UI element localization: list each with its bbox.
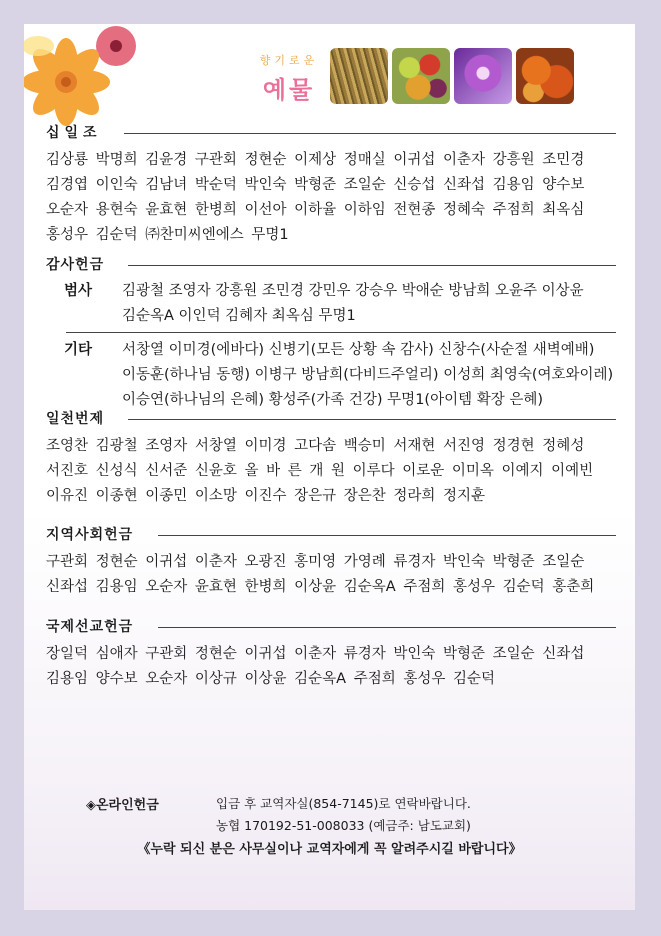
section-title: 십일조	[46, 125, 102, 141]
divider	[158, 627, 616, 628]
list-item: 홍성우 김순덕 ㈜찬미씨엔에스 무명1	[46, 227, 289, 243]
list-item: 구관회 정현순 이귀섭 이춘자 오광진 홍미영 가영례 류경자 박인숙 박형준 조일순	[46, 554, 585, 570]
list-item: 오순자 용현숙 윤효현 한병희 이선아 이하율 이하임 전현종 정혜숙 주점희 최옥심	[46, 202, 585, 218]
section-thanksgiving	[46, 254, 635, 408]
online-offering-label: ◈온라인헌금	[86, 798, 159, 813]
list-item: 김상룡 박명희 김윤경 구관회 정현순 이제상 정매실 이귀섭 이춘자 강흥원 조민경	[46, 152, 585, 168]
name-list	[46, 148, 635, 248]
notice-text: 《누락 되신 분은 사무실이나 교역자에게 꼭 알려주시길 바랍니다》	[137, 842, 522, 857]
name-list	[46, 434, 635, 509]
list-item: 이동훈(하나님 동행) 이병구 방남희(다비드주얼리) 이성희 최영숙(여호와이레)	[122, 367, 614, 383]
divider	[128, 419, 616, 420]
name-list	[46, 642, 635, 692]
wheat-photo-icon	[330, 48, 388, 104]
list-item: 장일덕 심애자 구관회 정현순 이귀섭 이춘자 류경자 박인숙 박형준 조일순 신좌섭	[46, 646, 585, 662]
sub-label-gita: 기타	[64, 342, 93, 358]
section-title: 일천번제	[46, 411, 105, 427]
offering-bulletin-page	[24, 24, 635, 910]
name-list	[122, 338, 622, 413]
divider	[124, 133, 616, 134]
section-title: 지역사회헌금	[46, 527, 134, 543]
section-tithe	[46, 122, 635, 248]
list-item: 김순옥A 이인덕 김혜자 최옥심 무명1	[122, 308, 356, 324]
name-list	[46, 550, 635, 600]
list-item: 서진호 신성식 신서준 신윤호 올 바 른 개 원 이루다 이로운 이미옥 이예지 이예빈	[46, 463, 594, 479]
pumpkin-photo-icon	[516, 48, 574, 104]
header-title: 예물	[262, 76, 316, 104]
orchid-photo-icon	[454, 48, 512, 104]
divider	[128, 265, 616, 266]
list-item: 서창열 이미경(에바다) 신병기(모든 상황 속 감사) 신창수(사순절 새벽예배)	[122, 342, 595, 358]
bank-account-text: 농협 170192-51-008033 (예금주: 남도교회)	[216, 818, 471, 833]
section-community-offering	[46, 524, 635, 600]
fruit-photo-icon	[392, 48, 450, 104]
list-item: 김경엽 이인숙 김남녀 박순덕 박인숙 박형준 조일순 신승섭 신좌섭 김용임 양수보	[46, 177, 585, 193]
flower-decoration-icon	[24, 24, 144, 134]
section-title: 감사헌금	[46, 257, 105, 273]
list-item: 이승연(하나님의 은혜) 황성주(가족 건강) 무명1(아이템 확장 은혜)	[122, 392, 543, 408]
contact-text: 입금 후 교역자실(854-7145)로 연락바랍니다.	[216, 796, 471, 811]
name-list	[122, 279, 622, 329]
sub-label-beomsa: 범사	[64, 283, 93, 299]
header-subtitle: 향기로운	[259, 54, 319, 67]
list-item: 이유진 이종현 이종민 이소망 이진수 장은규 장은찬 정라희 정지훈	[46, 488, 486, 504]
list-item: 김광철 조영자 강흥원 조민경 강민우 강승우 박애순 방남희 오윤주 이상윤	[122, 283, 584, 299]
section-title: 국제선교헌금	[46, 619, 134, 635]
divider	[66, 332, 616, 333]
section-mission-offering	[46, 616, 635, 692]
list-item: 조영찬 김광철 조영자 서창열 이미경 고다솜 백승미 서재현 서진영 정경현 정혜성	[46, 438, 585, 454]
list-item: 김용임 양수보 오순자 이상규 이상윤 김순옥A 주점희 홍성우 김순덕	[46, 671, 495, 687]
list-item: 신좌섭 김용임 오순자 윤효현 한병희 이상윤 김순옥A 주점희 홍성우 김순덕 홍춘희	[46, 579, 595, 595]
divider	[158, 535, 616, 536]
online-offering-info	[24, 794, 635, 864]
section-thousand-offering	[46, 408, 635, 509]
